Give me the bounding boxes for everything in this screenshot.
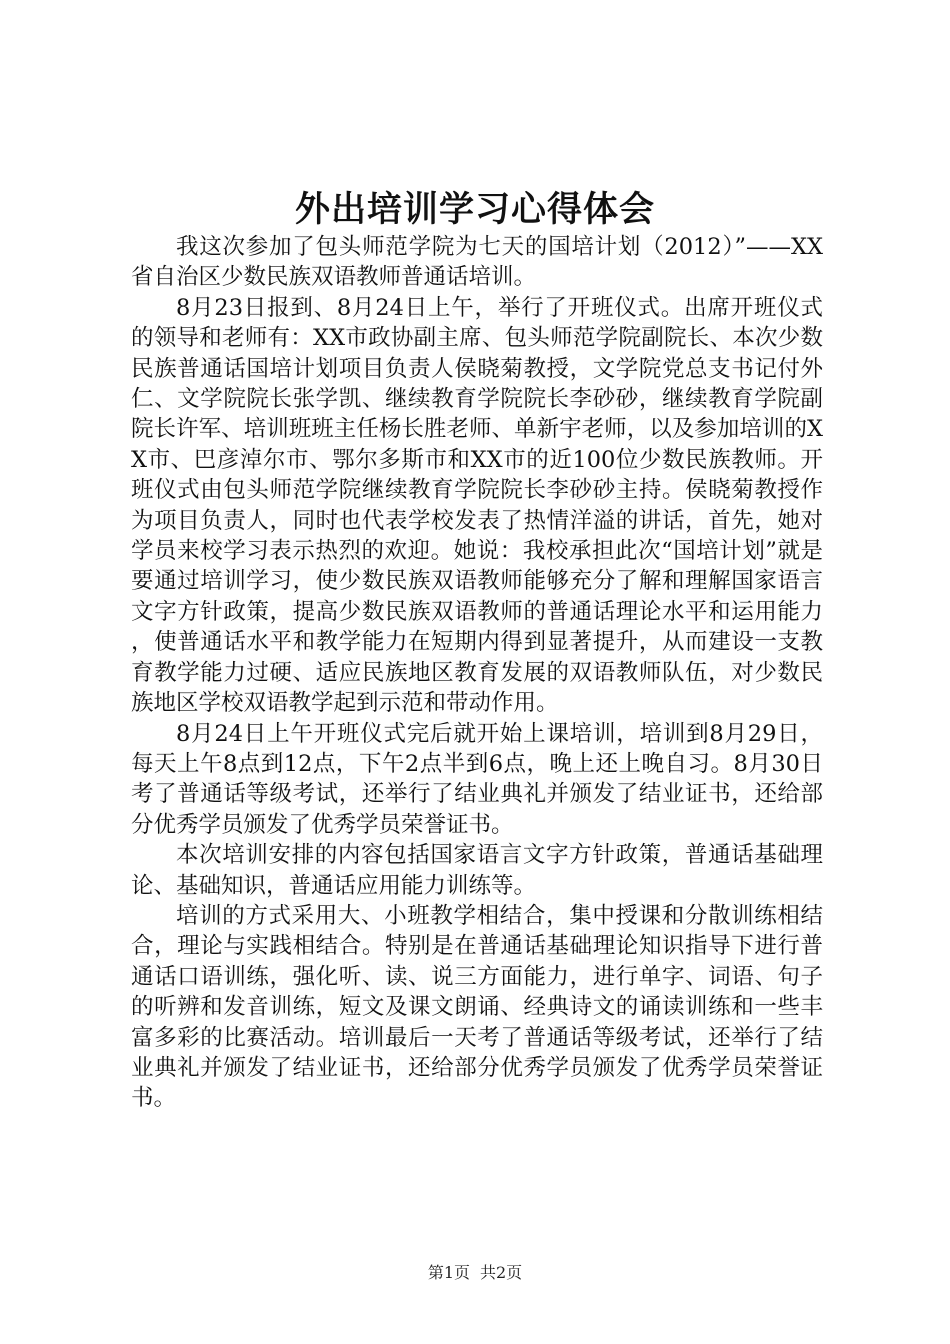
paragraph-content: 本次培训安排的内容包括国家语言文字方针政策，普通话基础理论、基础知识，普通话应用能力训练等。	[131, 842, 823, 899]
paragraph-intro: 我这次参加了包头师范学院为七天的国培计划（2012）”——XX省自治区少数民族双语教师普通话培训。	[131, 234, 823, 291]
page-total: 共2页	[480, 1263, 523, 1282]
page-number: 第1页	[427, 1263, 470, 1282]
page-footer	[0, 1262, 950, 1284]
paragraph-opening-ceremony: 8月23日报到、8月24日上午，举行了开班仪式。出席开班仪式的领导和老师有：XX市政协副主席、包头师范学院副院长、本次少数民族普通话国培计划项目负责人侯晓菊教授，文学院党总支书记付外仁、文学院院长张学凯、继续教育学院院长李砂砂，继续教育学院副院长许军、培训班班主任杨长胜老师、单新宇老师，以及参加培训的XX市、巴彦淖尔市、鄂尔多斯市和XX市的近100位少数民族教师。开班仪式由包头师范学院继续教育学院院长李砂砂主持。侯晓菊教授作为项目负责人，同时也代表学校发表了热情洋溢的讲话，首先，她对学员来校学习表示热烈的欢迎。她说：我校承担此次“国培计划”就是要通过培训学习，使少数民族双语教师能够充分了解和理解国家语言文字方针政策，提高少数民族双语教师的普通话理论水平和运用能力，使普通话水平和教学能力在短期内得到显著提升，从而建设一支教育教学能力过硬、适应民族地区教育发展的双语教师队伍，对少数民族地区学校双语教学起到示范和带动作用。	[131, 294, 823, 717]
paragraph-schedule: 8月24日上午开班仪式完后就开始上课培训，培训到8月29日，每天上午8点到12点，下午2点半到6点，晚上还上晚自习。8月30日考了普通话等级考试，还举行了结业典礼并颁发了结业证书，还给部分优秀学员颁发了优秀学员荣誉证书。	[131, 720, 823, 838]
document-body	[131, 232, 823, 1114]
paragraph-method: 培训的方式采用大、小班教学相结合，集中授课和分散训练相结合，理论与实践相结合。特别是在普通话基础理论知识指导下进行普通话口语训练，强化听、读、说三方面能力，进行单字、词语、句子的听辨和发音训练，短文及课文朗诵、经典诗文的诵读训练和一些丰富多彩的比赛活动。培训最后一天考了普通话等级考试，还举行了结业典礼并颁发了结业证书，还给部分优秀学员颁发了优秀学员荣誉证书。	[131, 902, 823, 1112]
page-title: 外出培训学习心得体会	[294, 189, 655, 230]
